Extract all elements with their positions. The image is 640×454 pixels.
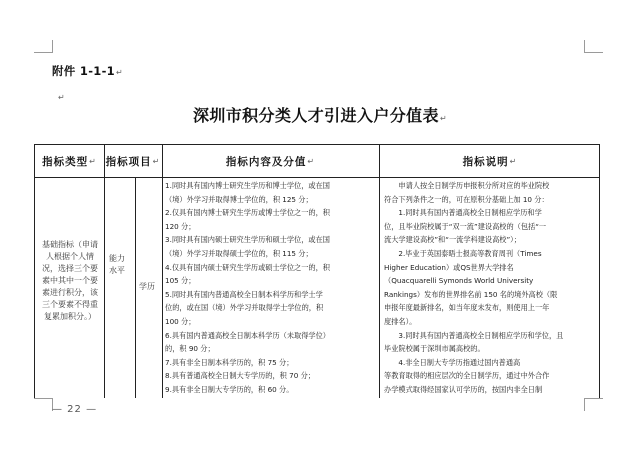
content-line: 2.仅具有国内博士研究生学历或博士学位之一的，积 — [165, 208, 330, 218]
content-line: 3.同时具有国内硕士研究生学历和硕士学位，或在国 — [165, 235, 330, 245]
explanation-line: 4.非全日制大专学历指通过国内普通高 — [384, 357, 521, 367]
paragraph-mark-icon: ↵ — [58, 93, 65, 102]
explanation-line: 3.同时具有国内普通高校全日制相应学历和学位，且 — [384, 330, 564, 340]
content-line: （境）外学习并取得硕士学位的，积 115 分； — [165, 248, 313, 258]
crop-mark-bottom-right — [584, 398, 603, 411]
explanation-line: 申报年度最新排名，如当年度未发布，则使用上一年 — [384, 303, 550, 313]
page-number: — 22 — — [52, 404, 98, 415]
explanation-line: 1.同时具有国内普通高校全日制相应学历和学 — [384, 208, 542, 218]
explanation-line: 办学模式取得经国家认可学历的，按国内非全日制 — [384, 384, 543, 394]
content-line: 的，积 90 分； — [165, 344, 215, 354]
content-line: 120 分； — [165, 221, 196, 231]
category-cell: 基础指标（申请人根据个人情况，选择三个要素中其中一个要素进行积分，该三个要素不得重复累加积分。） — [42, 240, 98, 321]
content-line: 100 分； — [165, 316, 196, 326]
content-line: 9.具有非全日制大专学历的，积 60 分。 — [165, 384, 294, 394]
header-label: 指标内容及分值 — [225, 155, 307, 168]
explanation-line: 申请人按全日制学历申报积分所对应的毕业院校 — [384, 181, 550, 190]
paragraph-mark-icon: ↵ — [152, 156, 161, 166]
content-line: 位的，或在国（境）外学习并取得学士学位的，积 — [165, 303, 324, 313]
header-indicator-type — [35, 145, 104, 177]
content-line: 4.仅具有国内硕士研究生学历或硕士学位之一的，积 — [165, 262, 330, 272]
column-divider — [162, 145, 163, 398]
header-divider — [35, 177, 599, 178]
header-label: 指标项目 — [105, 155, 152, 168]
attachment-label — [52, 63, 123, 79]
header-indicator-content — [162, 145, 379, 177]
score-table — [34, 144, 600, 398]
explanation-line: 位，且毕业院校属于“双一流”建设高校的（包括“一 — [384, 221, 547, 231]
attachment-label-text: 附件 1-1-1 — [52, 64, 115, 78]
content-line: 6.具有国内普通高校全日制本科学历（未取得学位） — [165, 330, 330, 340]
column-divider — [135, 177, 136, 398]
header-indicator-explanation — [379, 145, 601, 177]
content-line: （境）外学习并取得博士学位的，积 125 分； — [165, 194, 313, 204]
paragraph-mark-icon: ↵ — [115, 68, 123, 77]
crop-mark-top-right — [584, 40, 603, 53]
explanation-cell — [384, 179, 596, 397]
content-line: 5.同时具有国内普通高校全日制本科学历和学士学 — [165, 289, 323, 299]
column-divider — [104, 145, 105, 398]
paragraph-mark-icon: ↵ — [307, 156, 316, 166]
content-line: 105 分； — [165, 276, 196, 286]
content-line: 7.具有非全日制本科学历的，积 75 分； — [165, 357, 294, 367]
explanation-line: Higher Education）或QS世界大学排名 — [384, 262, 514, 272]
explanation-line: 符合下列条件之一的，可在原积分基础上加 10 分： — [384, 194, 549, 204]
explanation-line: 度排名）。 — [384, 316, 417, 326]
explanation-line: Rankings）发布的世界排名前 150 名的境外高校（限 — [384, 289, 558, 299]
explanation-line: 毕业院校属于深圳市属高校的。 — [384, 344, 485, 354]
paragraph-mark-icon: ↵ — [509, 156, 518, 166]
content-line: 8.具有普通高校全日制大专学历的，积 70 分； — [165, 371, 315, 381]
indicator-cell: 能力水平 — [109, 254, 125, 275]
sub-indicator-cell: 学历 — [139, 282, 155, 291]
header-label: 指标说明 — [462, 155, 509, 168]
content-line: 1.同时具有国内博士研究生学历和博士学位，或在国 — [165, 181, 330, 190]
paragraph-mark-icon: ↵ — [89, 156, 97, 166]
header-label: 指标类型 — [42, 155, 89, 168]
explanation-line: （Quacquarelli Symonds World University — [384, 276, 534, 286]
crop-mark-top-left — [34, 40, 53, 53]
column-divider — [379, 145, 380, 398]
explanation-line: 等教育取得的相应层次的全日制学历，通过中外合作 — [384, 371, 550, 381]
crop-mark-bottom-left — [34, 398, 53, 411]
explanation-line: 流大学建设高校”和“一流学科建设高校”）； — [384, 235, 521, 245]
header-indicator-item — [104, 145, 162, 177]
page-title — [0, 103, 640, 126]
title-text: 深圳市积分类人才引进入户分值表 — [192, 106, 439, 125]
content-cell — [165, 179, 375, 397]
paragraph-mark-icon: ↵ — [439, 114, 448, 123]
explanation-line: 2.毕业于英国泰晤士报高等教育周刊（Times — [384, 248, 542, 258]
